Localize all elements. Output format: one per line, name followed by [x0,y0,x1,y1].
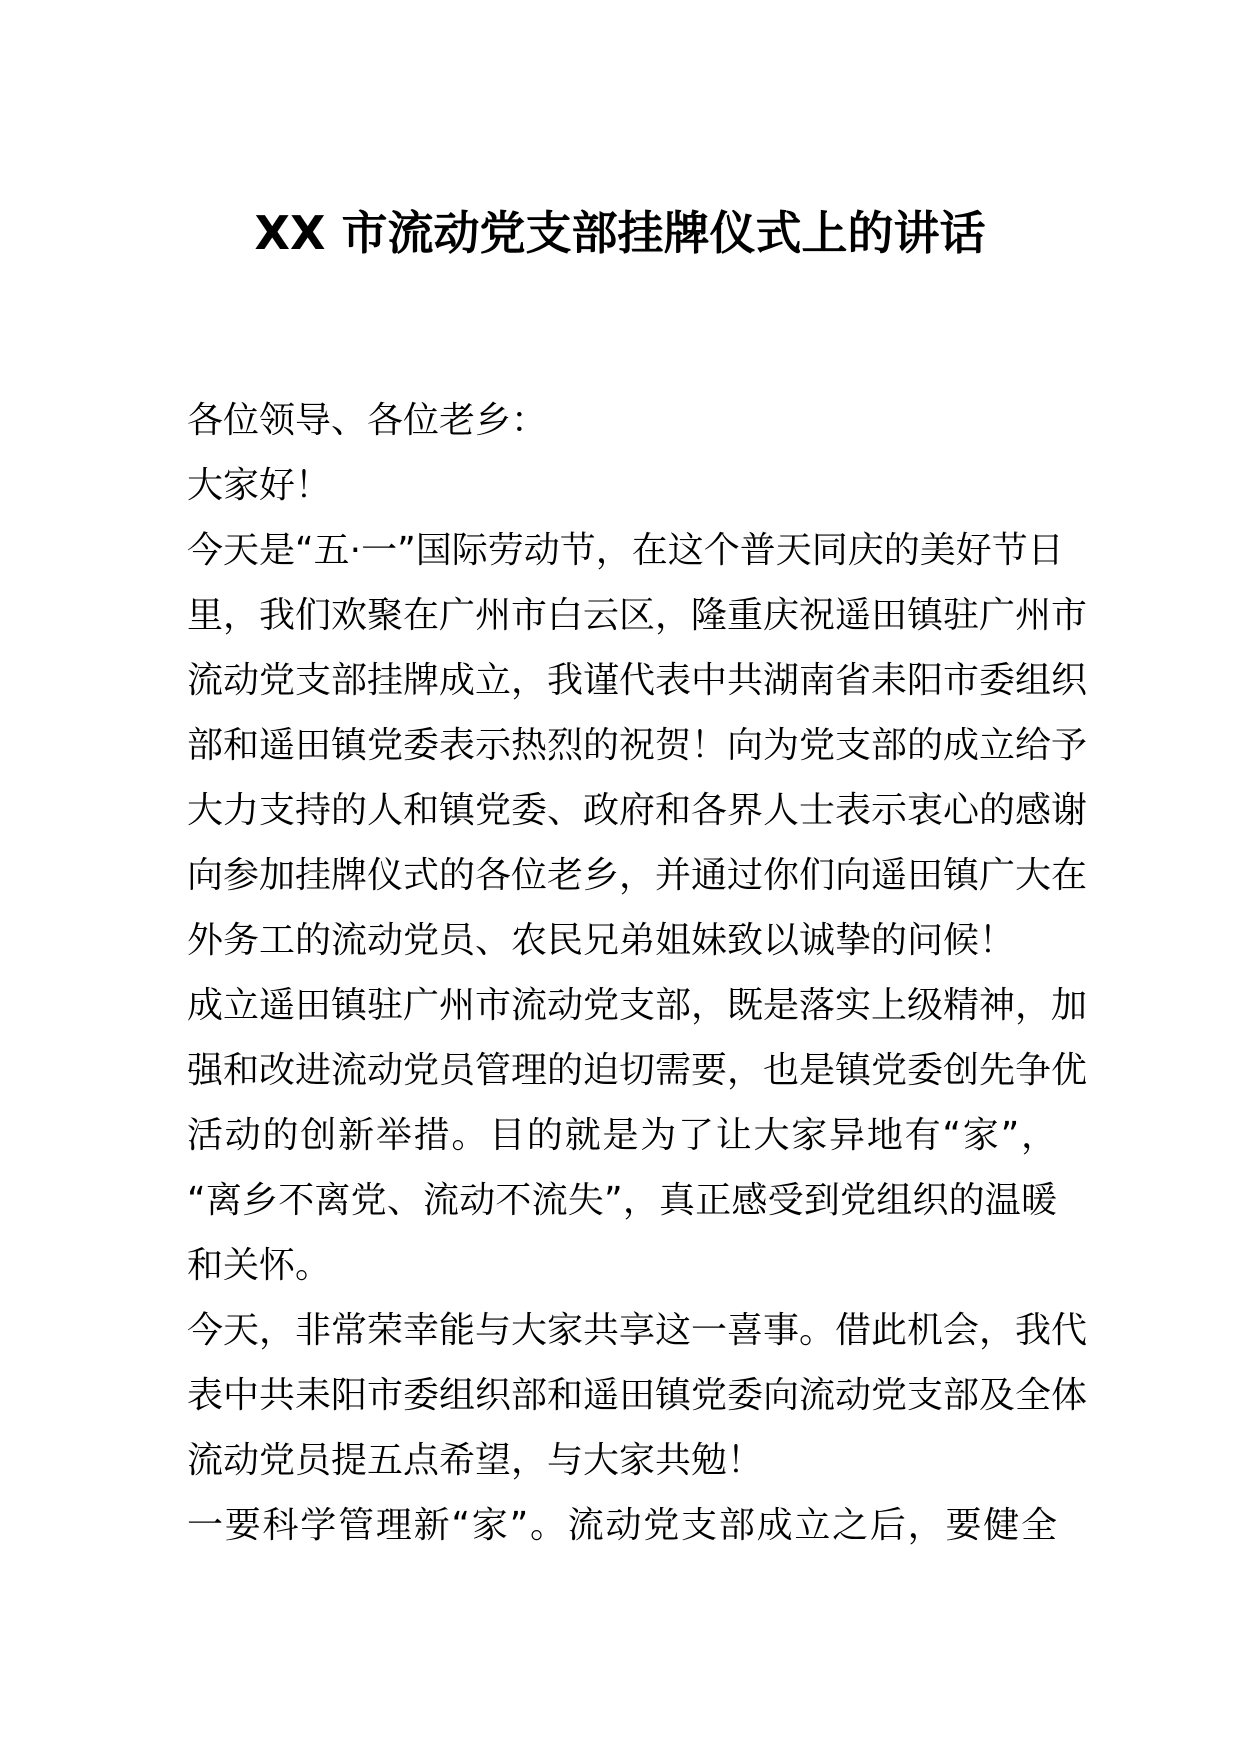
paragraph-line: 部和遥田镇党委表示热烈的祝贺！向为党支部的成立给予 [187,725,1088,766]
paragraph-line: 外务工的流动党员、农民兄弟姐妹致以诚挚的问候！ [187,920,1016,961]
paragraph-line: 流动党员提五点希望，与大家共勉！ [187,1440,764,1481]
paragraph-line: 今天，非常荣幸能与大家共享这一喜事。借此机会，我代 [187,1310,1088,1351]
paragraph-line: 向参加挂牌仪式的各位老乡，并通过你们向遥田镇广大在 [187,855,1088,896]
paragraph-line: “离乡不离党、流动不流失”，真正感受到党组织的温暖 [187,1180,1057,1221]
paragraph-line: 一要科学管理新“家”。流动党支部成立之后，要健全 [187,1505,1057,1546]
paragraph-line: 流动党支部挂牌成立，我谨代表中共湖南省耒阳市委组织 [187,660,1088,701]
paragraph-line: 大力支持的人和镇党委、政府和各界人士表示衷心的感谢 [187,790,1088,831]
paragraph-line: 和关怀。 [187,1245,332,1286]
paragraph-line: 强和改进流动党员管理的迫切需要，也是镇党委创先争优 [187,1050,1088,1091]
paragraph-line: 成立遥田镇驻广州市流动党支部，既是落实上级精神，加 [187,985,1088,1026]
paragraph-line: 今天是“五·一”国际劳动节，在这个普天同庆的美好节日 [187,530,1064,571]
speech-body [187,388,1088,1558]
greeting-line: 大家好！ [187,465,332,506]
salutation-line: 各位领导、各位老乡： [187,400,548,441]
document-title: XX 市流动党支部挂牌仪式上的讲话 [254,206,986,260]
paragraph-line: 里，我们欢聚在广州市白云区，隆重庆祝遥田镇驻广州市 [187,595,1088,636]
paragraph-line: 活动的创新举措。目的就是为了让大家异地有“家”， [187,1115,1057,1156]
paragraph-line: 表中共耒阳市委组织部和遥田镇党委向流动党支部及全体 [187,1375,1088,1416]
